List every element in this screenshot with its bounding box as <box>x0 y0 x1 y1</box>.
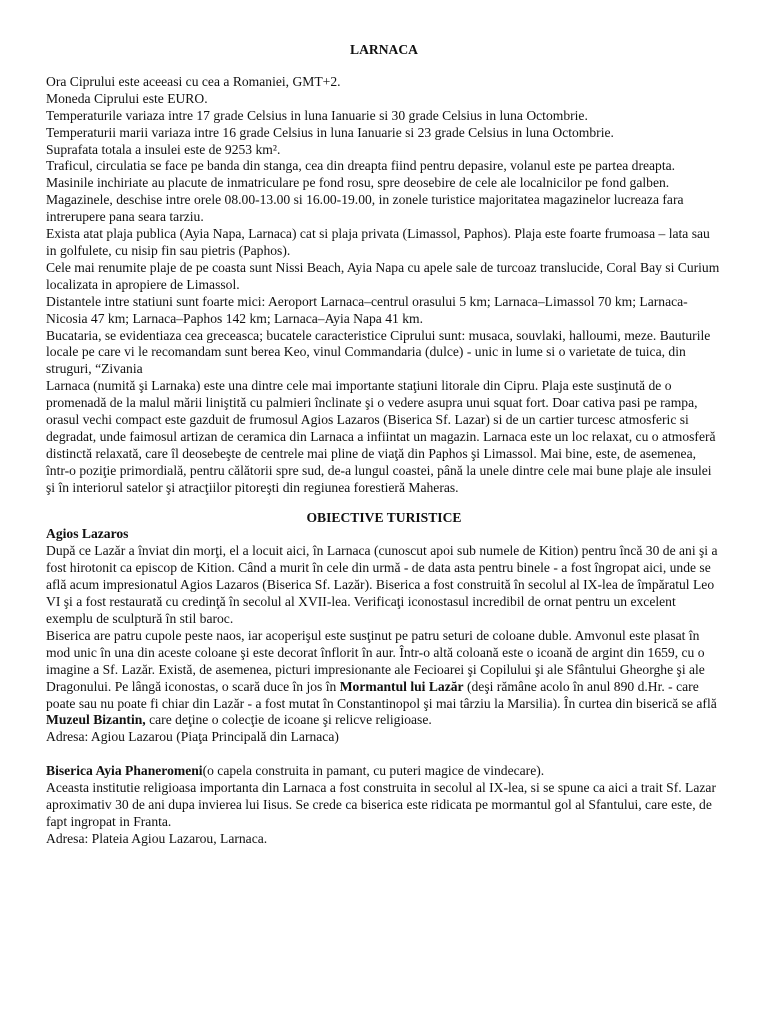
intro-paragraph-sea-temperature: Temperaturii marii variaza intre 16 grade Celsius in luna Ianuarie si 23 grade Celsius in luna Octombrie. <box>46 124 614 140</box>
ayia-phaneromeni-heading-rest: (o capela construita in pamant, cu puteri magice de vindecare). <box>202 763 545 779</box>
agios-lazaros-heading: Agios Lazaros <box>46 526 129 542</box>
spacer <box>46 746 722 763</box>
intro-paragraph-rental-cars: Masinile inchiriate au placute de inmatriculare pe fond rosu, spre deosebire de cele ale localnicilor pe fond galben. <box>46 175 670 191</box>
paragraph-text: care deţine o colecţie de icoane şi relicve religioase. <box>145 712 432 728</box>
intro-paragraph-air-temperature: Temperaturile variaza intre 17 grade Celsius in luna Ianuarie si 30 grade Celsius in luna Octombrie. <box>46 107 588 123</box>
ayia-phaneromeni-heading: Biserica Ayia Phaneromeni <box>46 763 203 779</box>
document-title: LARNACA <box>350 42 418 57</box>
intro-paragraph-beaches: Exista atat plaja publica (Ayia Napa, Larnaca) cat si plaja privata (Limassol, Paphos). Plaja este foarte frumoasa – lata sau in golfulete, cu nisip fin sau pietris (Paphos). <box>46 226 710 258</box>
paragraph-text: (deşi rămâne acolo în anul 890 d.Hr. - care poate sau nu poate fi chiar din Lazăr - a fost mutat în Constantinopol şi mai târziu la Marsilia). În curtea din biserică se află <box>46 678 717 711</box>
intro-section <box>46 74 722 497</box>
intro-paragraph-famous-beaches: Cele mai renumite plaje de pe coasta sunt Nissi Beach, Ayia Napa cu apele sale de turcoaz translucide, Coral Bay si Curium localizata in apropiere de Limassol. <box>46 259 720 292</box>
intro-paragraph-distances: Distantele intre statiuni sunt foarte mici: Aeroport Larnaca–centrul orasului 5 km; Larnaca–Limassol 70 km; Larnaca-Nicosia 47 km; Larnaca–Paphos 142 km; Larnaca–Ayia Napa 41 km. <box>46 293 688 326</box>
section-title: OBIECTIVE TURISTICE <box>306 509 462 525</box>
bold-muzeul-bizantin: Muzeul Bizantin, <box>46 712 146 728</box>
ayia-phaneromeni-address: Adresa: Plateia Agiou Lazarou, Larnaca. <box>46 830 268 846</box>
intro-paragraph-time: Ora Ciprului este aceeasi cu cea a Romaniei, GMT+2. <box>46 73 341 89</box>
agios-lazaros-address: Adresa: Agiou Lazarou (Piaţa Principală din Larnaca) <box>46 729 339 745</box>
ayia-phaneromeni-paragraph: Aceasta institutie religioasa importanta din Larnaca a fost construita in secolul al IX-lea, si se spune ca aici a trait Sf. Lazar aproximativ 30 de ani dupa invierea lui Iisus. Se crede ca biserica este ridicata pe mormantul gol al Sfantului, care este, de fapt ingropat in Franta. <box>46 780 716 829</box>
intro-paragraph-area: Suprafata totala a insulei este de 9253 km². <box>46 141 281 157</box>
agios-lazaros-section <box>46 526 722 746</box>
bold-mormantul-lui-lazar: Mormantul lui Lazăr <box>339 678 464 694</box>
intro-paragraph-shops: Magazinele, deschise intre orele 08.00-13.00 si 16.00-19.00, in zonele turistice majoritatea magazinelor lucreaza fara intrerupere pana seara tarziu. <box>46 192 684 225</box>
intro-paragraph-larnaca: Larnaca (numită şi Larnaka) este una dintre cele mai importante staţiuni litorale din Cipru. Plaja este susţinută de o promenadă de la malul mării liniştită cu palmieri înclinate şi o vedere asupra unui squat fort. Doar cativa pasi pe rampa, orasul vechi compact este gazduit de frumosul Agios Lazaros (Biserica Sf. Lazar) si de un cartier turcesc atmosferic si degradat, unde faimosul artizan de ceramica din Larnaca a infiintat un magazin. Larnaca este un loc relaxat, cu o atmosferă distinctă relaxată, care îl deosebeşte de centrele mai pline de viaţă din Paphos şi Limassol. Mai bine, este, de asemenea, într-o poziţie primordială, pentru călătorii spre sud, de-a lungul coastei, până la unele dintre cele mai bune plaje ale insulei şi în interiorul satelor şi atracţiilor pitoreşti din regiunea forestieră Maheras. <box>46 378 716 495</box>
intro-paragraph-cuisine: Bucataria, se evidentiaza cea greceasca; bucatele caracteristice Ciprului sunt: musaca, souvlaki, halloumi, meze. Bauturile locale pe care vi le recomandam sunt berea Keo, vinul Commandaria (dulce) - unic in lume si o varietate de tuica, din struguri, “Zivania <box>46 327 711 377</box>
paragraph-text: Biserica are patru cupole peste naos, iar acoperişul este susţinut pe patru seturi de coloane duble. Amvonul este plasat în mod unic în una din aceste coloane şi este decorat înflorit în aur. Într-o altă coloană este o icoană de argint din 1659, cu o imagine a Sf. Lazăr. Există, de asemenea, picturi impresionante ale Fecioarei şi Copilului şi ale Sfântului Gheorghe şi ale Dragonului. Pe lângă iconostas, o scară duce în jos în <box>46 627 705 694</box>
intro-paragraph-traffic: Traficul, circulatia se face pe banda din stanga, cea din dreapta fiind pentru depasire, volanul este pe partea dreapta. <box>46 158 676 174</box>
ayia-phaneromeni-section <box>46 763 722 848</box>
intro-paragraph-currency: Moneda Ciprului este EURO. <box>46 90 208 106</box>
ayia-phaneromeni-heading-line <box>46 763 722 780</box>
agios-lazaros-paragraph-2 <box>46 628 722 729</box>
agios-lazaros-paragraph-1: După ce Lazăr a înviat din morţi, el a locuit aici, în Larnaca (cunoscut apoi sub numele de Kition) pentru încă 30 de ani şi a fost hirotonit ca episcop de Kition. Când a murit în cele din urmă - de data asta pentru binele - a fost îngropat aici, unde se află acum impresionatul Agios Lazaros (Biserica Sf. Lazăr). Biserica a fost construită în secolul al IX-lea de împăratul Leo VI şi a fost restaurată cu credinţă în secolul al XVII-lea. Verificaţi iconostasul incredibil de ornat pentru un excelent exemplu de sculptură în stil baroc. <box>46 543 718 626</box>
